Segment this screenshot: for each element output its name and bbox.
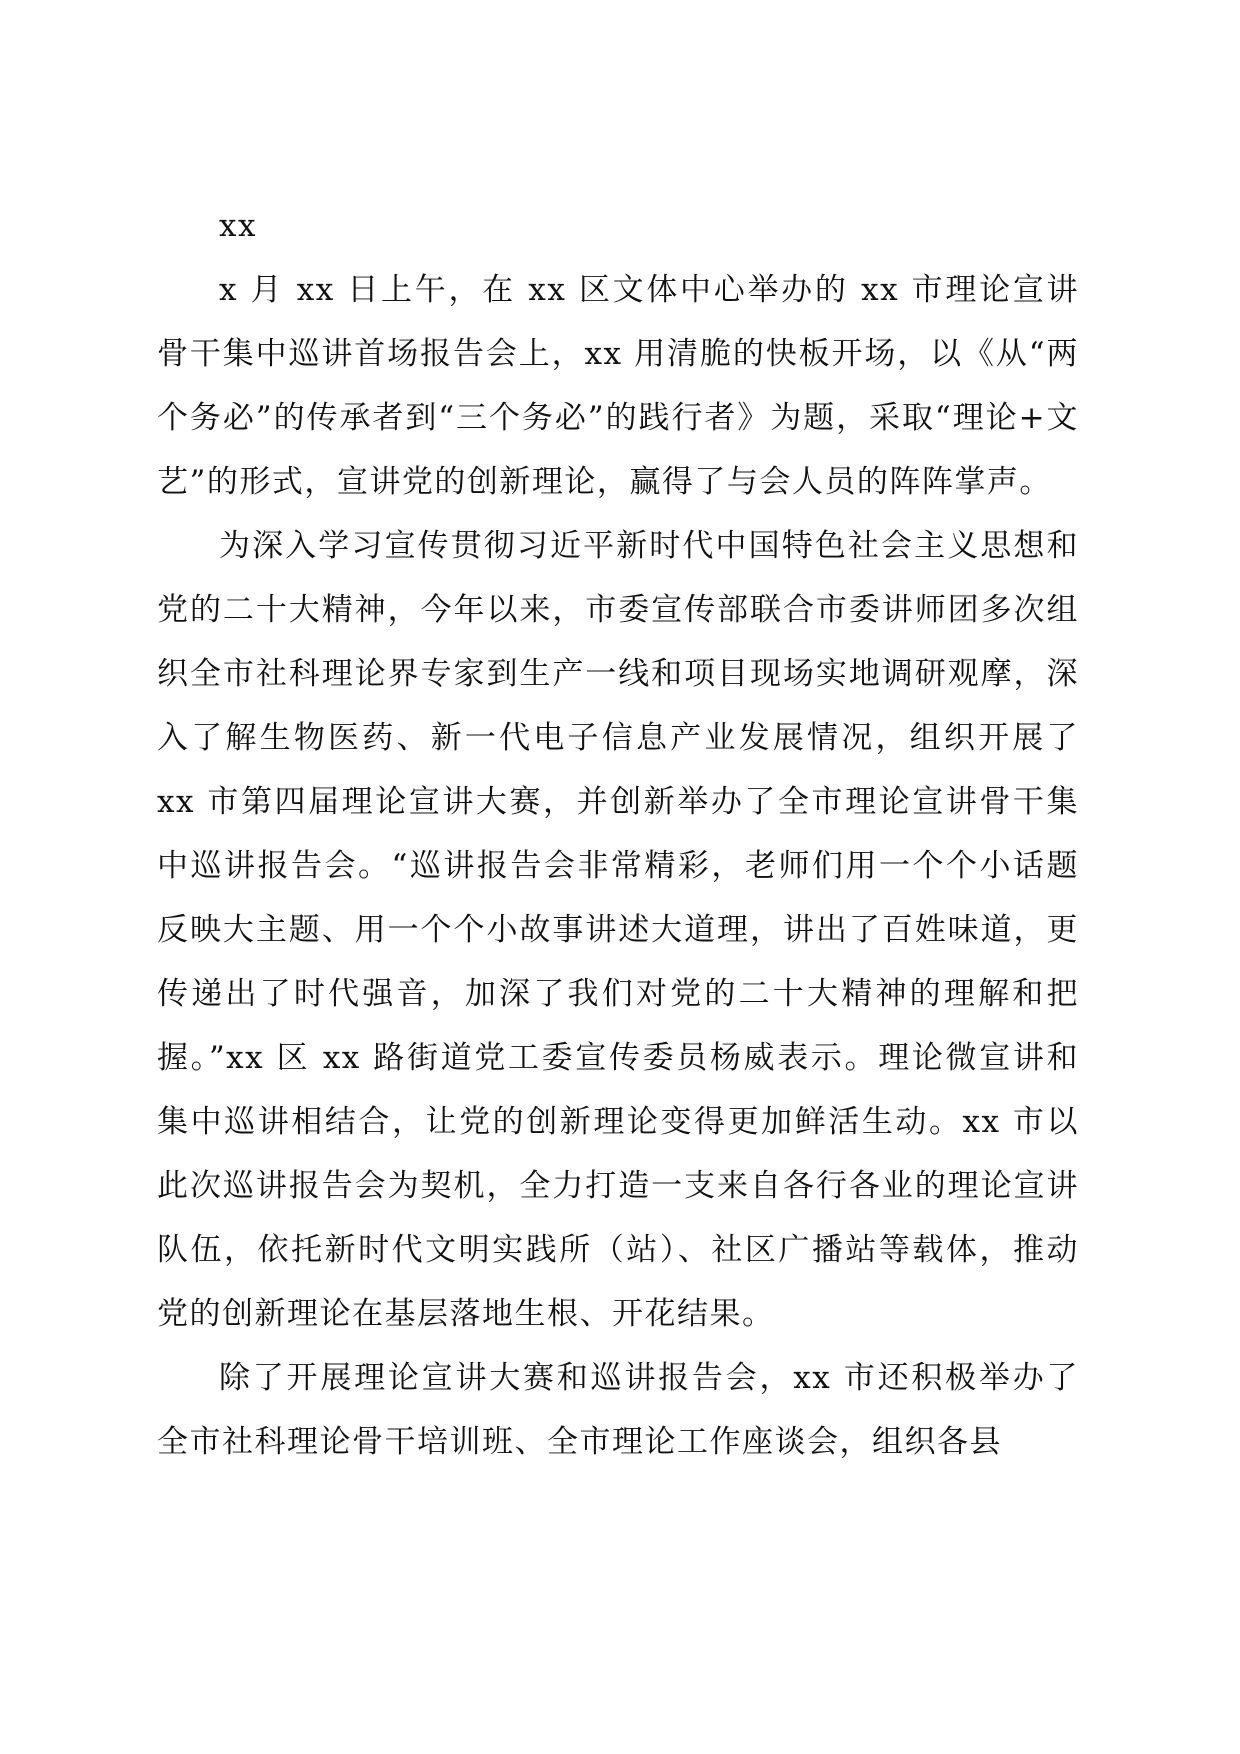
paragraph-1: x 月 xx 日上午，在 xx 区文体中心举办的 xx 市理论宣讲骨干集中巡讲首场报告会上，xx 用清脆的快板开场，以《从“两个务必”的传承者到“三个务必”的践行者》为题，采取“理论+文艺”的形式，宣讲党的创新理论，赢得了与会人员的阵阵掌声。 <box>157 272 1079 500</box>
paragraph-3: 除了开展理论宣讲大赛和巡讲报告会，xx 市还积极举办了全市社科理论骨干培训班、全市理论工作座谈会，组织各县 <box>157 1360 1079 1460</box>
document-heading: xx <box>219 208 257 244</box>
document-body <box>157 194 1079 1474</box>
paragraph-2: 为深入学习宣传贯彻习近平新时代中国特色社会主义思想和党的二十大精神，今年以来，市委宣传部联合市委讲师团多次组织全市社科理论界专家到生产一线和项目现场实地调研观摩，深入了解生物医药、新一代电子信息产业发展情况，组织开展了 xx 市第四届理论宣讲大赛，并创新举办了全市理论宣讲骨干集中巡讲报告会。“巡讲报告会非常精彩，老师们用一个个小话题反映大主题、用一个个小故事讲述大道理，讲出了百姓味道，更传递出了时代强音，加深了我们对党的二十大精神的理解和把握。”xx 区 xx 路街道党工委宣传委员杨威表示。理论微宣讲和集中巡讲相结合，让党的创新理论变得更加鲜活生动。xx 市以此次巡讲报告会为契机，全力打造一支来自各行各业的理论宣讲队伍，依托新时代文明实践所（站）、社区广播站等载体，推动党的创新理论在基层落地生根、开花结果。 <box>157 528 1079 1332</box>
